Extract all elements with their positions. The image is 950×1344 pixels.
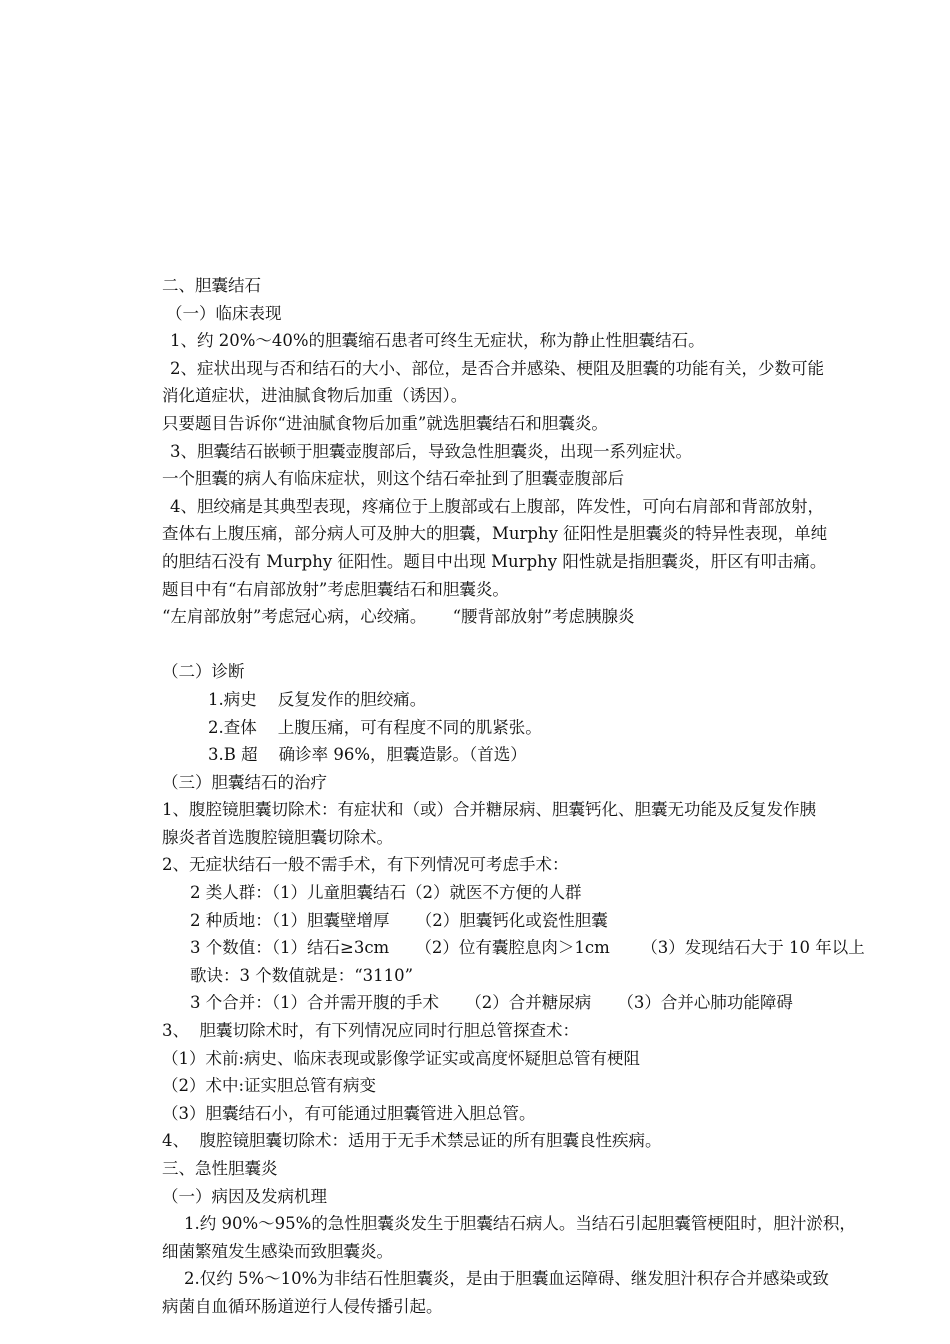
list-item: （3）胆囊结石小，有可能通过胆囊管进入胆总管。 xyxy=(162,1103,536,1123)
paragraph-line: 细菌繁殖发生感染而致胆囊炎。 xyxy=(162,1241,393,1261)
list-item: 2 种质地：（1）胆囊壁增厚 （2）胆囊钙化或瓷性胆囊 xyxy=(190,910,608,930)
note-line: 只要题目告诉你“进油腻食物后加重”就选胆囊结石和胆囊炎。 xyxy=(162,413,608,433)
paragraph-line: 消化道症状，进油腻食物后加重（诱因）。 xyxy=(162,386,468,406)
section-heading: 二、胆囊结石 xyxy=(162,276,261,295)
mnemonic-line: 歌诀：3 个数值就是：“3110” xyxy=(190,965,414,985)
list-item: 2 类人群：（1）儿童胆囊结石（2）就医不方便的人群 xyxy=(190,883,582,903)
document-body xyxy=(162,272,910,1321)
blank-gap xyxy=(162,631,910,659)
paragraph-line: 2、无症状结石一般不需手术，有下列情况可考虑手术： xyxy=(162,855,569,875)
subsection-heading: （三）胆囊结石的治疗 xyxy=(162,772,327,792)
list-item: 2.查体 上腹压痛，可有程度不同的肌紧张。 xyxy=(208,717,542,737)
subsection-heading: （二）诊断 xyxy=(162,662,245,682)
paragraph-line: 4、胆绞痛是其典型表现，疼痛位于上腹部或右上腹部，阵发性，可向右肩部和背部放射， xyxy=(170,496,824,516)
paragraph-line: 2、症状出现与否和结石的大小、部位，是否合并感染、梗阻及胆囊的功能有关，少数可能 xyxy=(170,358,824,378)
list-item: 3.B 超 确诊率 96%，胆囊造影。（首选） xyxy=(208,745,527,765)
list-item: 3 个合并：（1）合并需开腹的手术 （2）合并糖尿病 （3）合并心肺功能障碍 xyxy=(190,993,793,1013)
note-line: 一个胆囊的病人有临床症状，则这个结石牵扯到了胆囊壶腹部后 xyxy=(162,469,624,489)
list-item: 1.病史 反复发作的胆绞痛。 xyxy=(208,689,427,709)
paragraph-line: 1、约 20%～40%的胆囊缩石患者可终生无症状，称为静止性胆囊结石。 xyxy=(170,331,705,351)
list-item: （2）术中:证实胆总管有病变 xyxy=(162,1076,377,1096)
section-heading: 三、急性胆囊炎 xyxy=(162,1159,278,1178)
subsection-heading: （一）病因及发病机理 xyxy=(162,1186,327,1206)
paragraph-line: 2.仅约 5%～10%为非结石性胆囊炎，是由于胆囊血运障碍、继发胆汁积存合并感染或致 xyxy=(184,1269,829,1289)
paragraph-line: 1.约 90%～95%的急性胆囊炎发生于胆囊结石病人。当结石引起胆囊管梗阻时，胆汁淤积， xyxy=(184,1214,856,1234)
paragraph-line: 4、 腹腔镜胆囊切除术：适用于无手术禁忌证的所有胆囊良性疾病。 xyxy=(162,1131,662,1151)
note-line: 题目中有“右肩部放射”考虑胆囊结石和胆囊炎。 xyxy=(162,579,509,599)
note-line: “左肩部放射”考虑冠心病，心绞痛。 “腰背部放射”考虑胰腺炎 xyxy=(162,607,635,627)
list-item: 3 个数值：（1）结石≥3cm （2）位有囊腔息肉＞1cm （3）发现结石大于 10 年以上 xyxy=(190,938,865,958)
paragraph-line: 3、 胆囊切除术时，有下列情况应同时行胆总管探查术： xyxy=(162,1021,579,1041)
paragraph-line: 病菌自血循环肠道逆行人侵传播引起。 xyxy=(162,1296,443,1316)
paragraph-line: 腺炎者首选腹腔镜胆囊切除术。 xyxy=(162,827,393,847)
paragraph-line: 1、腹腔镜胆囊切除术：有症状和（或）合并糖尿病、胆囊钙化、胆囊无功能及反复发作胰 xyxy=(162,800,816,820)
paragraph-line: 的胆结石没有 Murphy 征阳性。题目中出现 Murphy 阳性就是指胆囊炎，肝区有叩击痛。 xyxy=(162,551,827,571)
subsection-heading: （一）临床表现 xyxy=(166,303,282,323)
paragraph-line: 查体右上腹压痛，部分病人可及肿大的胆囊，Murphy 征阳性是胆囊炎的特异性表现，单纯 xyxy=(162,524,828,544)
paragraph-line: 3、胆囊结石嵌顿于胆囊壶腹部后，导致急性胆囊炎，出现一系列症状。 xyxy=(170,441,692,461)
list-item: （1）术前:病史、临床表现或影像学证实或高度怀疑胆总管有梗阻 xyxy=(162,1048,641,1068)
